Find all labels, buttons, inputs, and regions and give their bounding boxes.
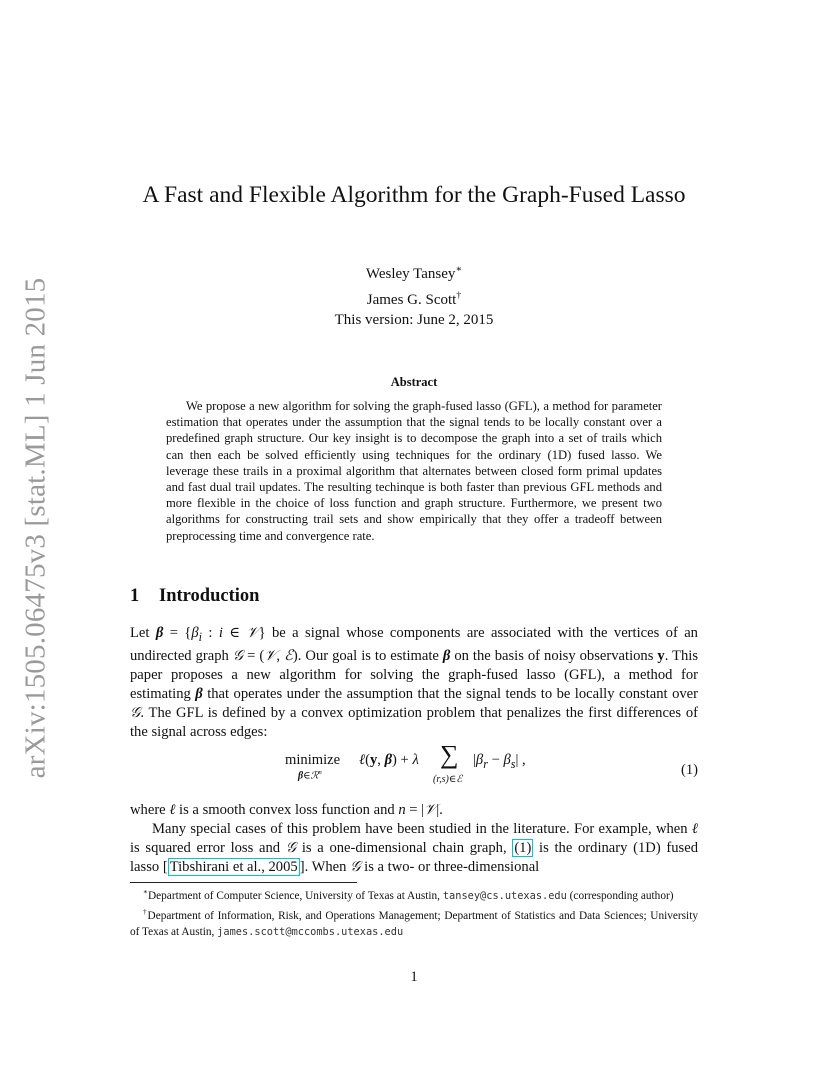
footnote-2: †Department of Information, Risk, and Operations Management; Department of Statistics and Data Sciences; University of Texas at Austin, james.scott@mccombs.utexas.edu	[130, 907, 698, 938]
author-2-name: James G. Scott	[366, 292, 457, 308]
equation-penalty: $|\beta_r - \beta_s|$ ,	[473, 752, 526, 771]
intro-paragraph-2: where ℓ is a smooth convex loss function and n = |𝒱|.	[130, 802, 443, 818]
citation-link-tibshirani[interactable]: Tibshirani et al., 2005	[169, 859, 298, 876]
equation-1	[130, 740, 698, 794]
footnote-1-email[interactable]: tansey@cs.utexas.edu	[442, 889, 567, 902]
footnote-2-email[interactable]: james.scott@mccombs.utexas.edu	[217, 925, 404, 938]
abstract-heading: Abstract	[390, 375, 438, 389]
author-1	[130, 259, 698, 285]
section-heading	[130, 586, 259, 607]
paper-title: A Fast and Flexible Algorithm for the Graph-Fused Lasso	[142, 182, 686, 208]
author-2-footnote-mark[interactable]: †	[456, 290, 462, 301]
page-number: 1	[410, 969, 418, 985]
footnote-1: ∗Department of Computer Science, University of Texas at Austin, tansey@cs.utexas.edu (corresponding author)	[143, 887, 674, 902]
equation-summation-subscript: (r,s)∈ℰ	[433, 774, 463, 785]
equation-minimize-subscript: β∈ℛ$^n$	[298, 769, 322, 782]
arxiv-sidebar	[0, 0, 70, 1072]
footnote-divider	[130, 882, 357, 883]
author-2	[130, 285, 698, 311]
equation-minimize-label: minimize	[285, 752, 341, 768]
section-title: Introduction	[159, 586, 260, 606]
version-date: This version: June 2, 2015	[334, 312, 494, 328]
abstract-text: We propose a new algorithm for solving the graph-fused lasso (GFL), a method for parameter estimation that operates under the assumption that the signal tends to be locally constant over a predefined graph structure. Our key insight is to decompose the graph into a set of trails which can then each be solved efficiently using techniques for the ordinary (1D) fused lasso. We leverage these trails in a proximal algorithm that alternates between closed form primal updates and fast dual trail updates. The resulting techinque is both faster than previous GFL methods and more flexible in the choice of loss function and graph structure. Furthermore, we present two algorithms for constructing trail sets and show empirically that they offer a tradeoff between preprocessing time and convergence rate.	[166, 399, 662, 543]
intro-paragraph-1: Let $\beta = \{\beta_i$ : i ∈ 𝒱} be a signal whose components are associated with the vertices of an undirected graph 𝒢 = (𝒱, ℰ). Our goal is to estimate β on the basis of noisy observations y. This paper proposes a new algorithm for solving the graph-fused lasso (GFL), a method for estimating β that operates under the assumption that the signal tends to be locally constant over 𝒢. The GFL is defined by a convex optimization problem that penalizes the first differences of the signal across edges:	[130, 625, 698, 741]
author-1-footnote-mark[interactable]: ∗	[455, 264, 463, 275]
author-1-name: Wesley Tansey	[365, 266, 456, 282]
equation-summation: ∑	[440, 740, 459, 769]
equation-objective: ℓ(y, β) + λ	[359, 752, 419, 768]
equation-number: (1)	[680, 762, 698, 778]
footnotes	[130, 884, 698, 940]
section-number: 1	[130, 586, 140, 606]
author-list	[130, 259, 698, 311]
arxiv-identifier: arXiv:1505.06475v3 [stat.ML] 1 Jun 2015	[19, 277, 52, 779]
intro-paragraph-3: Many special cases of this problem have been studied in the literature. For example, when ℓ is squared error loss and 𝒢 is a one-dimensional chain graph, (1) is the ordinary (1D) fused lasso [ Tibshirani et al., 2005 ]. When 𝒢 is a two- or three-dimensional	[130, 821, 698, 876]
equation-reference-link[interactable]: (1)	[514, 840, 532, 857]
